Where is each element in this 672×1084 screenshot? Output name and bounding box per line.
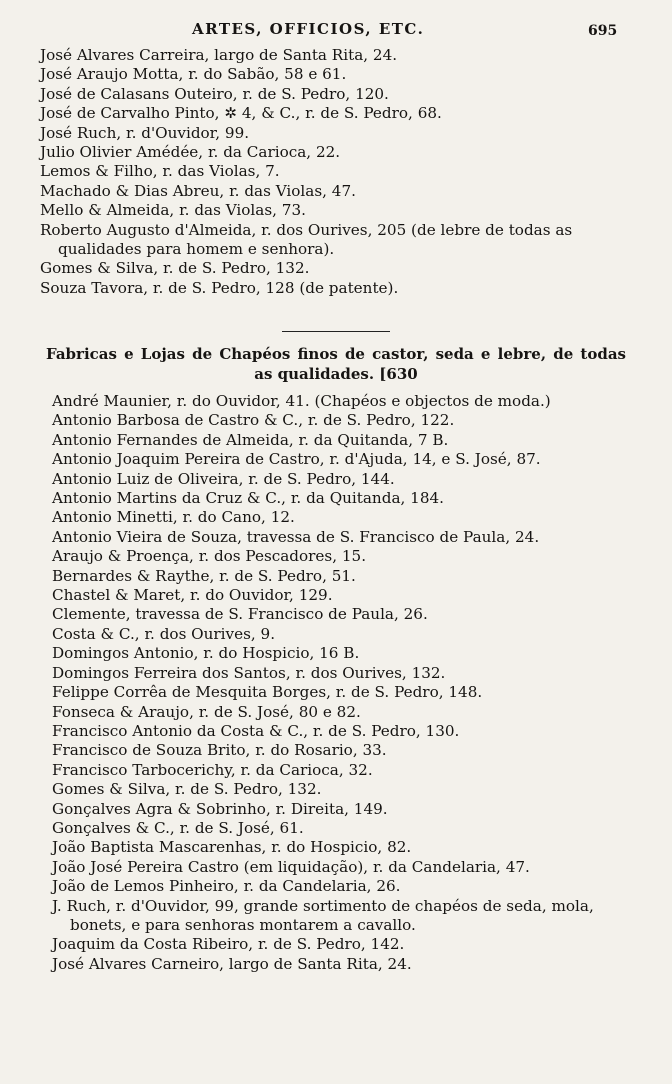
- list-item: Antonio Fernandes de Almeida, r. da Quitanda, 7 B.: [52, 430, 449, 449]
- list-item: Domingos Antonio, r. do Hospicio, 16 B.: [52, 644, 360, 663]
- list-item: Machado & Dias Abreu, r. das Violas, 47.: [40, 181, 356, 200]
- list-item: Antonio Martins da Cruz & C., r. da Quitanda, 184.: [52, 489, 444, 508]
- list-item: Francisco Tarbocerichy, r. da Carioca, 32.: [52, 760, 373, 779]
- list-item: Souza Tavora, r. de S. Pedro, 128 (de patente).: [40, 278, 399, 297]
- list-item: Gomes & Silva, r. de S. Pedro, 132.: [40, 259, 310, 278]
- list-item: Lemos & Filho, r. das Violas, 7.: [40, 162, 280, 181]
- section-heading: Fabricas e Lojas de Chapéos finos de castor, seda e lebre, de todas as qualidades. [630: [46, 345, 626, 383]
- list-item: Domingos Ferreira dos Santos, r. dos Ourives, 132.: [52, 663, 446, 682]
- list-item: Gomes & Silva, r. de S. Pedro, 132.: [52, 780, 322, 799]
- list-item: Antonio Luiz de Oliveira, r. de S. Pedro, 144.: [52, 469, 395, 488]
- list-item: André Maunier, r. do Ouvidor, 41. (Chapéos e objectos de moda.): [52, 392, 551, 410]
- list-item: José Ruch, r. d'Ouvidor, 99.: [40, 123, 250, 142]
- list-item: Costa & C., r. dos Ourives, 9.: [52, 624, 276, 643]
- list-item: Gonçalves & C., r. de S. José, 61.: [52, 818, 304, 837]
- list-item: Roberto Augusto d'Almeida, r. dos Ourives, 205 (de lebre de todas as qualidades para homem e senhora).: [40, 220, 573, 259]
- list-item: João José Pereira Castro (em liquidação), r. da Candelaria, 47.: [52, 857, 530, 876]
- list-item: Felippe Corrêa de Mesquita Borges, r. de S. Pedro, 148.: [52, 683, 483, 702]
- section-divider: [282, 331, 390, 332]
- list-item: Joaquim da Costa Ribeiro, r. de S. Pedro, 142.: [52, 935, 405, 954]
- page-number: 695: [588, 23, 618, 39]
- list-item: José Alvares Carneiro, largo de Santa Rita, 24.: [52, 954, 412, 973]
- list-item: José Alvares Carreira, largo de Santa Rita, 24.: [40, 46, 398, 64]
- running-title: ARTES, OFFICIOS, ETC.: [192, 20, 425, 38]
- list-item: Francisco Antonio da Costa & C., r. de S. Pedro, 130.: [52, 721, 460, 740]
- list-item: Bernardes & Raythe, r. de S. Pedro, 51.: [52, 566, 356, 585]
- list-item: Antonio Vieira de Souza, travessa de S. Francisco de Paula, 24.: [52, 527, 540, 546]
- list-item: Gonçalves Agra & Sobrinho, r. Direita, 149.: [52, 799, 388, 818]
- list-item: Chastel & Maret, r. do Ouvidor, 129.: [52, 586, 333, 605]
- list-item: Antonio Minetti, r. do Cano, 12.: [52, 508, 295, 527]
- list-item: Clemente, travessa de S. Francisco de Paula, 26.: [52, 605, 428, 624]
- list-item: Francisco de Souza Brito, r. do Rosario, 33.: [52, 741, 387, 760]
- list-item: Julio Olivier Amédée, r. da Carioca, 22.: [40, 143, 341, 162]
- list-item: Fonseca & Araujo, r. de S. José, 80 e 82.: [52, 702, 361, 721]
- list-item: Antonio Joaquim Pereira de Castro, r. d'Ajuda, 14, e S. José, 87.: [52, 450, 541, 469]
- top-entry-list: [40, 46, 630, 298]
- list-item: João de Lemos Pinheiro, r. da Candelaria, 26.: [52, 877, 401, 896]
- list-item: José Araujo Motta, r. do Sabão, 58 e 61.: [40, 65, 347, 84]
- list-item: Antonio Barbosa de Castro & C., r. de S. Pedro, 122.: [52, 411, 455, 430]
- running-head: [0, 20, 672, 44]
- list-item: J. Ruch, r. d'Ouvidor, 99, grande sortimento de chapéos de seda, mola, bonets, e para senhoras montarem a cavallo.: [52, 896, 594, 934]
- list-item: José de Carvalho Pinto, ✲ 4, & C., r. de S. Pedro, 68.: [40, 104, 442, 123]
- list-item: José de Calasans Outeiro, r. de S. Pedro, 120.: [40, 84, 389, 103]
- list-item: Mello & Almeida, r. das Violas, 73.: [40, 201, 306, 220]
- list-item: João Baptista Mascarenhas, r. do Hospicio, 82.: [52, 838, 412, 857]
- bottom-entry-list: [52, 392, 636, 974]
- list-item: Araujo & Proença, r. dos Pescadores, 15.: [52, 547, 367, 566]
